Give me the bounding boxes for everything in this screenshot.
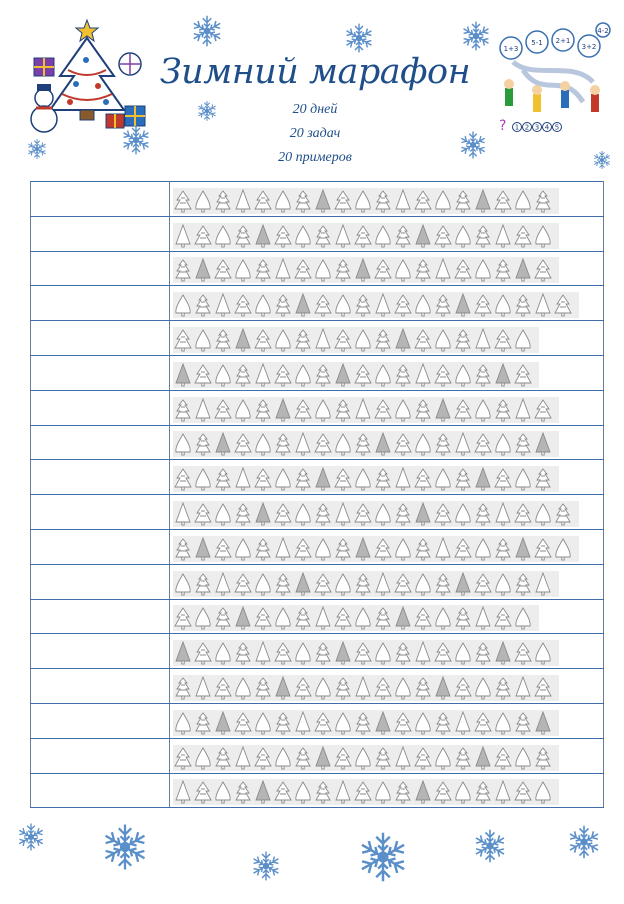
tree-strip-cell	[170, 669, 604, 704]
puzzle-number: 2	[524, 123, 530, 132]
log-row	[31, 460, 604, 495]
tree-strip-cell	[170, 773, 604, 808]
tree-strip	[173, 536, 579, 562]
day-cell[interactable]	[31, 529, 170, 564]
page-title: Зимний марафон	[159, 52, 471, 92]
tree-strip	[173, 605, 539, 631]
day-cell[interactable]	[31, 321, 170, 356]
tree-strip-cell	[170, 599, 604, 634]
log-row	[31, 634, 604, 669]
tree-strip	[173, 223, 559, 249]
puzzle-sum: 4-2	[597, 27, 609, 35]
day-cell[interactable]	[31, 634, 170, 669]
log-row	[31, 286, 604, 321]
tree-strip-cell	[170, 321, 604, 356]
day-cell[interactable]	[31, 703, 170, 738]
puzzle-sum: 2+1	[555, 37, 571, 45]
tree-strip-cell	[170, 251, 604, 286]
day-cell[interactable]	[31, 390, 170, 425]
puzzle-number: 5	[554, 123, 560, 132]
puzzle-number: 3	[534, 123, 540, 132]
log-row	[31, 773, 604, 808]
tree-strip	[173, 292, 579, 318]
day-cell[interactable]	[31, 286, 170, 321]
tree-strip-cell	[170, 738, 604, 773]
day-cell[interactable]	[31, 425, 170, 460]
subtitle-tasks: 20 задач	[289, 126, 341, 141]
christmas-tree-illustration	[20, 14, 155, 139]
log-row	[31, 355, 604, 390]
day-cell[interactable]	[31, 599, 170, 634]
tree-strip	[173, 710, 559, 736]
tree-strip	[173, 257, 559, 283]
snowflake-icon	[120, 124, 152, 156]
tree-strip	[173, 571, 559, 597]
tree-strip	[173, 779, 559, 805]
log-row	[31, 321, 604, 356]
day-cell[interactable]	[31, 495, 170, 530]
snowflake-icon	[16, 822, 46, 852]
tree-strip	[173, 188, 559, 214]
snowflake-icon	[250, 850, 282, 882]
day-cell[interactable]	[31, 773, 170, 808]
puzzle-question: ?	[499, 118, 507, 134]
tree-strip	[173, 466, 559, 492]
snowflake-icon	[100, 822, 150, 872]
puzzle-sum: 5-1	[531, 39, 543, 47]
snowflake-icon	[592, 150, 612, 170]
tree-strip	[173, 431, 559, 457]
log-row	[31, 216, 604, 251]
log-row	[31, 669, 604, 704]
tree-strip	[173, 327, 539, 353]
tree-strip-cell	[170, 286, 604, 321]
tree-strip-cell	[170, 390, 604, 425]
tree-strip-cell	[170, 495, 604, 530]
puzzle-number: 4	[544, 123, 550, 132]
day-cell[interactable]	[31, 182, 170, 217]
snowflake-icon	[356, 830, 410, 884]
snowflake-icon	[460, 20, 492, 52]
tree-strip-cell	[170, 355, 604, 390]
snowflake-icon	[343, 22, 375, 54]
log-row	[31, 182, 604, 217]
snowflake-icon	[566, 824, 602, 860]
tree-strip-cell	[170, 460, 604, 495]
day-cell[interactable]	[31, 738, 170, 773]
snowflake-icon	[458, 130, 488, 160]
marathon-log-table	[30, 181, 604, 808]
tree-strip-cell	[170, 564, 604, 599]
tree-strip	[173, 501, 579, 527]
log-row	[31, 495, 604, 530]
log-row	[31, 564, 604, 599]
subtitle-days: 20 дней	[292, 102, 338, 117]
log-row	[31, 425, 604, 460]
log-row	[31, 251, 604, 286]
tree-strip	[173, 640, 559, 666]
tree-strip-cell	[170, 529, 604, 564]
tree-strip-cell	[170, 634, 604, 669]
tree-strip	[173, 397, 559, 423]
math-snowmen-puzzle	[493, 10, 615, 135]
tree-strip	[173, 362, 539, 388]
snowflake-icon	[190, 14, 224, 48]
snowflake-icon	[472, 828, 508, 864]
day-cell[interactable]	[31, 669, 170, 704]
tree-strip-cell	[170, 703, 604, 738]
subtitle-examples: 20 примеров	[278, 150, 352, 165]
tree-strip-cell	[170, 425, 604, 460]
log-row	[31, 599, 604, 634]
day-cell[interactable]	[31, 564, 170, 599]
tree-strip	[173, 745, 559, 771]
log-row	[31, 703, 604, 738]
log-row	[31, 529, 604, 564]
tree-strip-cell	[170, 216, 604, 251]
day-cell[interactable]	[31, 216, 170, 251]
snowflake-icon	[26, 138, 48, 160]
puzzle-number: 1	[514, 123, 520, 132]
day-cell[interactable]	[31, 460, 170, 495]
day-cell[interactable]	[31, 355, 170, 390]
tree-strip-cell	[170, 182, 604, 217]
log-row	[31, 390, 604, 425]
tree-strip	[173, 675, 559, 701]
puzzle-sum: 1+3	[503, 45, 519, 53]
log-row	[31, 738, 604, 773]
day-cell[interactable]	[31, 251, 170, 286]
puzzle-sum: 3+2	[581, 43, 597, 51]
